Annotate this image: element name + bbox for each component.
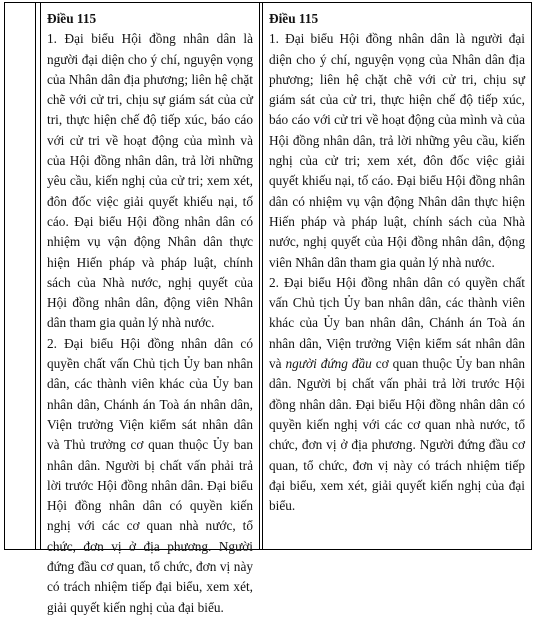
- clause-1: 1. Đại biểu Hội đồng nhân dân là người đại diện cho ý chí, nguyện vọng của Nhân dân địa phương; liên hệ chặt chẽ với cử tri, chịu sự giám sát của cử tri, thực hiện chế độ tiếp xúc, báo cáo với cử tri về hoạt động của mình và của Hội đồng nhân dân, trả lời những yêu cầu, kiến nghị của cử tri; xem xét, đôn đốc việc giải quyết khiếu nại, tố cáo. Đại biểu Hội đồng nhân dân có nhiệm vụ vận động Nhân dân thực hiện Hiến pháp và pháp luật, chính sách của Nhà nước, nghị quyết của Hội đồng nhân dân, động viên Nhân dân tham gia quản lý nhà nước.: [269, 31, 525, 270]
- original-text-column: [41, 3, 259, 615]
- comparison-table: [4, 2, 532, 615]
- amended-text-column: [263, 3, 531, 549]
- clause-2-text-a: 2. Đại biểu Hội đồng nhân dân có quyền chất vấn Chủ tịch Ủy ban nhân dân, các thành viên khác của Ủy ban nhân dân, Chánh án Toà án nhân dân, Viện trưởng Viện kiểm sát nhân dân và: [269, 274, 525, 372]
- clause-2-text-b: cơ quan thuộc Ủy ban nhân dân. Người bị chất vấn phải trả lời trước Hội đồng nhân dân. Đại biểu Hội đồng nhân dân có quyền kiến nghị với các cơ quan nhà nước, tổ chức, đơn vị ở địa phương. Người đứng đầu cơ quan, tổ chức, đơn vị này có trách nhiệm tiếp đại biểu, xem xét, giải quyết kiến nghị của đại biểu.: [269, 356, 525, 514]
- row-gutter: [5, 3, 41, 549]
- article-heading: Điều 115: [47, 11, 97, 26]
- clause-2: 2. Đại biểu Hội đồng nhân dân có quyền chất vấn Chủ tịch Ủy ban nhân dân, các thành viên khác của Ủy ban nhân dân, Chánh án Toà án nhân dân, Viện trưởng Viện kiểm sát nhân dân và Thủ trưởng cơ quan thuộc Ủy ban nhân dân. Người bị chất vấn phải trả lời trước Hội đồng nhân dân. Đại biểu Hội đồng nhân dân có quyền kiến nghị với các cơ quan nhà nước, tổ chức, đơn vị ở địa phương. Người đứng đầu cơ quan, tổ chức, đơn vị này có trách nhiệm tiếp đại biểu, xem xét, giải quyết kiến nghị của đại biểu.: [47, 335, 253, 615]
- article-heading: Điều 115: [269, 11, 319, 26]
- clause-2-amended-phrase: người đứng đầu: [285, 356, 372, 372]
- clause-2: [269, 273, 525, 517]
- clause-1: 1. Đại biểu Hội đồng nhân dân là người đại diện cho ý chí, nguyện vọng của Nhân dân địa phương; liên hệ chặt chẽ với cử tri, chịu sự giám sát của cử tri, thực hiện chế độ tiếp xúc, báo cáo với cử tri về hoạt động của mình và của Hội đồng nhân dân, trả lời những yêu cầu, kiến nghị của cử tri; xem xét, đôn đốc việc giải quyết khiếu nại, tố cáo. Đại biểu Hội đồng nhân dân có nhiệm vụ vận động Nhân dân thực hiện Hiến pháp và pháp luật, chính sách của Nhà nước, nghị quyết của Hội đồng nhân dân, động viên Nhân dân tham gia quản lý nhà nước.: [47, 31, 253, 331]
